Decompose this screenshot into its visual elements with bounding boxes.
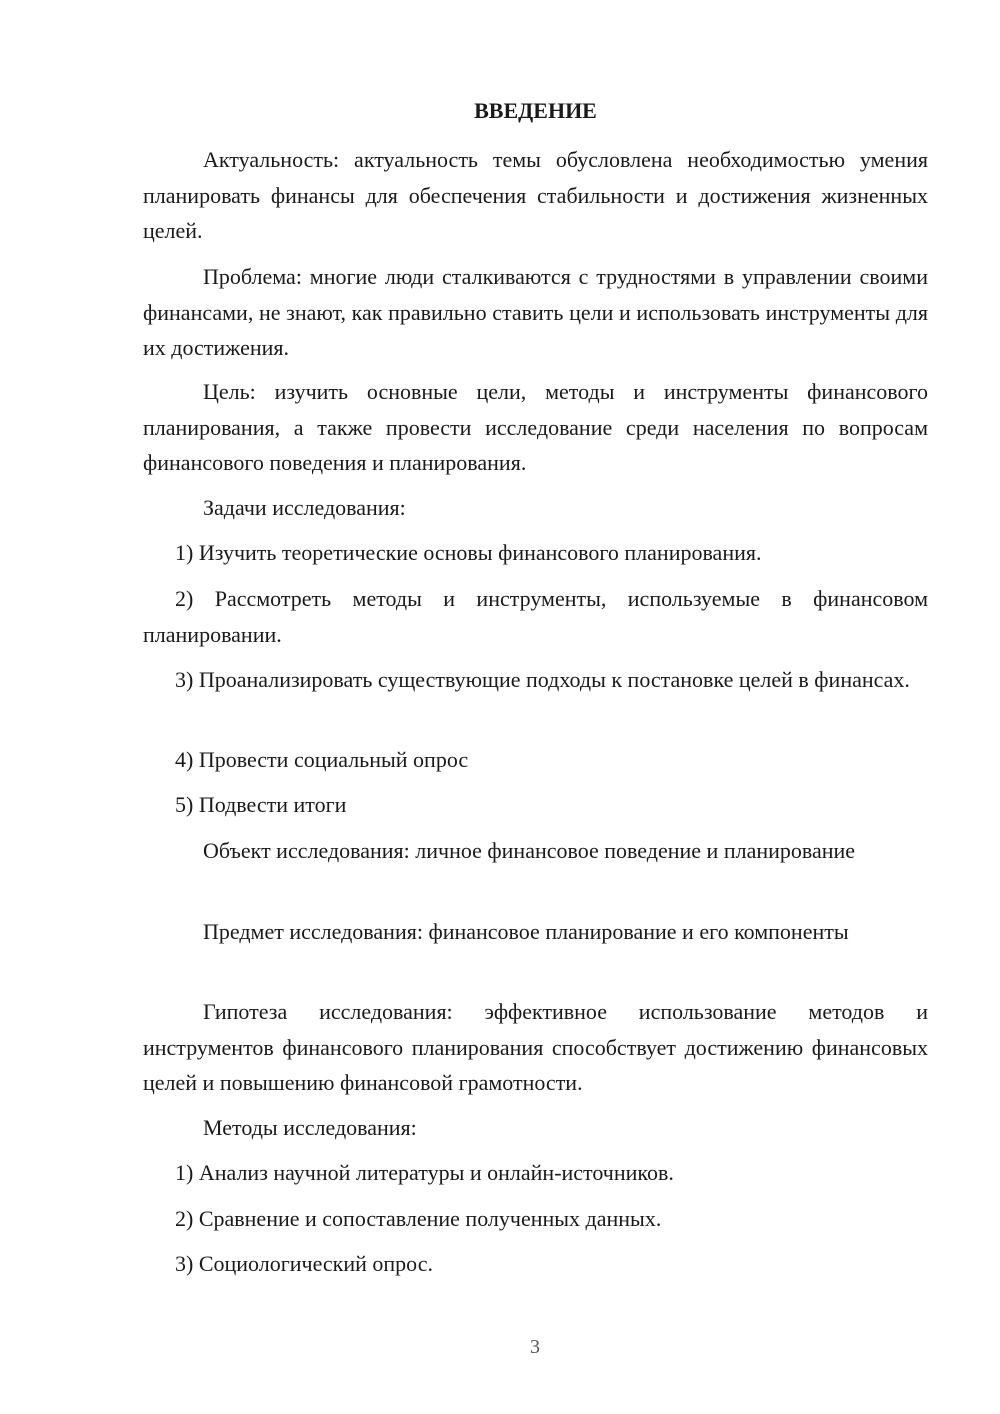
paragraph-problem: Проблема: многие люди сталкиваются с трудностями в управлении своими финансами, не знают, как правильно ставить цели и использовать инструменты для их достижения. (143, 264, 928, 360)
paragraph-relevance: Актуальность: актуальность темы обусловлена необходимостью умения планировать финансы для обеспечения стабильности и достижения жизненных целей. (143, 147, 928, 243)
list-item-task-5: 5) Подвести итоги (175, 792, 347, 817)
page-title: ВВЕДЕНИЕ (474, 98, 597, 123)
page-number: 3 (530, 1336, 540, 1358)
list-item-method-1: 1) Анализ научной литературы и онлайн-источников. (175, 1160, 674, 1185)
paragraph-goal: Цель: изучить основные цели, методы и инструменты финансового планирования, а также провести исследование среди населения по вопросам финансового поведения и планирования. (143, 379, 928, 475)
paragraph-hypothesis: Гипотеза исследования: эффективное использование методов и инструментов финансового планирования способствует достижению финансовых целей и повышению финансовой грамотности. (143, 999, 928, 1095)
paragraph-methods-heading: Методы исследования: (203, 1115, 417, 1140)
list-item-method-2: 2) Сравнение и сопоставление полученных данных. (175, 1206, 662, 1231)
paragraph-object: Объект исследования: личное финансовое поведение и планирование (203, 838, 856, 863)
list-item-task-1: 1) Изучить теоретические основы финансового планирования. (175, 540, 762, 565)
paragraph-tasks-heading: Задачи исследования: (203, 495, 406, 520)
list-item-task-2: 2) Рассмотреть методы и инструменты, используемые в финансовом планировании. (143, 586, 928, 647)
list-item-method-3: 3) Социологический опрос. (175, 1251, 433, 1276)
paragraph-subject: Предмет исследования: финансовое планирование и его компоненты (203, 919, 849, 944)
list-item-task-4: 4) Провести социальный опрос (175, 747, 469, 772)
list-item-task-3: 3) Проанализировать существующие подходы к постановке целей в финансах. (175, 667, 910, 692)
